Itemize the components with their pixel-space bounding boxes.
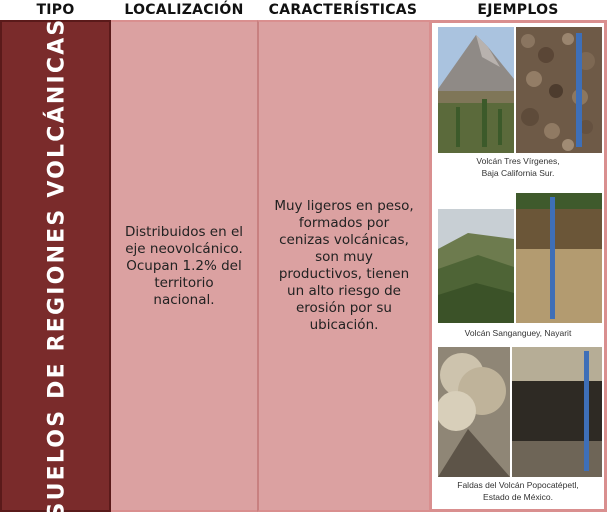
caption-line: Volcán Tres Vírgenes, [476, 156, 560, 166]
localizacion-line: territorio [154, 275, 214, 291]
caracteristicas-line: son muy [315, 249, 373, 265]
localizacion-line: Distribuidos en el [124, 224, 243, 240]
localizacion-line: eje neovolcánico. [125, 241, 243, 257]
localizacion-text [111, 224, 257, 309]
header-tipo: TIPO [36, 2, 75, 18]
header-caracteristicas: CARACTERÍSTICAS [268, 2, 418, 18]
caption-line: Estado de México. [483, 492, 553, 502]
caracteristicas-line: ubicación. [309, 317, 379, 333]
caracteristicas-line: un alto riesgo de [287, 283, 401, 299]
caracteristicas-line: erosión por su [296, 300, 392, 316]
caracteristicas-line: cenizas volcánicas, [279, 232, 409, 248]
ash-soil-photo [512, 347, 602, 477]
eruption-photo [438, 347, 510, 477]
header-localizacion: LOCALIZACIÓN [124, 2, 244, 18]
ejemplos-cell [429, 20, 607, 512]
header-ejemplos: EJEMPLOS [477, 2, 559, 18]
caracteristicas-line: Muy ligeros en peso, [274, 198, 414, 214]
caption-3 [432, 479, 604, 503]
tipo-cell [0, 17, 111, 518]
caption-1 [432, 155, 604, 179]
volcano-photo [438, 27, 514, 153]
caracteristicas-line: productivos, tienen [278, 266, 410, 282]
caption-line: Volcán Sanganguey, Nayarit [464, 328, 572, 338]
soil-photo [516, 27, 602, 153]
caption-line: Baja California Sur. [481, 168, 555, 178]
soil-profile-photo [516, 193, 602, 323]
caption-2 [432, 327, 604, 339]
soil-type-label: SUELOS DE REGIONES VOLCÁNICAS [44, 17, 70, 518]
table-row [0, 17, 607, 518]
caracteristicas-line: formados por [298, 215, 390, 231]
localizacion-line: Ocupan 1.2% del [126, 258, 242, 274]
caracteristicas-text [259, 198, 429, 334]
localizacion-cell [111, 20, 257, 512]
mountain-photo [438, 209, 514, 323]
caption-line: Faldas del Volcán Popocatépetl, [457, 480, 579, 490]
caracteristicas-cell [257, 20, 429, 512]
localizacion-line: nacional. [153, 292, 215, 308]
